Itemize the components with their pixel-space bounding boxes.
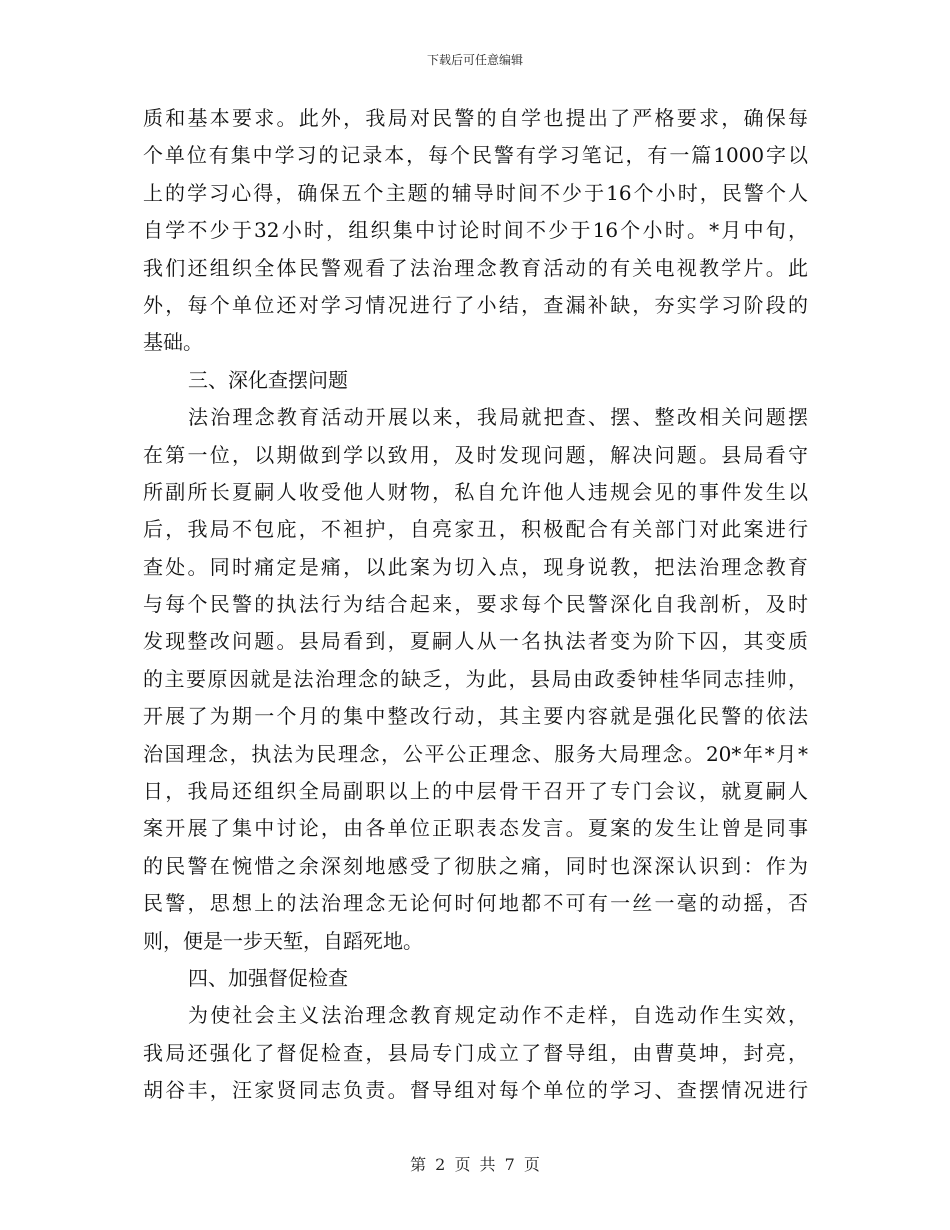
- body-text: [143, 100, 808, 1110]
- text-line: 开展了为期一个月的集中整改行动，其主要内容就是强化民警的依法: [143, 704, 808, 729]
- text-line: 自学不少于32小时，组织集中讨论时间不少于16个小时。*月中旬，: [143, 218, 808, 243]
- section-heading: 三、深化查摆问题: [188, 367, 348, 392]
- text-line: 案开展了集中讨论，由各单位正职表态发言。夏案的发生让曾是同事: [143, 816, 808, 841]
- text-line: 的民警在惋惜之余深刻地感受了彻肤之痛，同时也深深认识到：作为: [143, 853, 808, 878]
- text-line: 后，我局不包庇，不袒护，自亮家丑，积极配合有关部门对此案进行: [143, 517, 808, 542]
- text-line: 个单位有集中学习的记录本，每个民警有学习笔记，有一篇1000字以: [143, 143, 808, 168]
- page-header: 下载后可任意编辑: [426, 53, 523, 67]
- page-number: 第 2 页 共 7 页: [410, 1155, 540, 1174]
- text-line: 为使社会主义法治理念教育规定动作不走样，自选动作生实效，: [188, 1003, 808, 1028]
- text-line: 外，每个单位还对学习情况进行了小结，查漏补缺，夯实学习阶段的: [143, 292, 808, 317]
- text-line: 在第一位，以期做到学以致用，及时发现问题，解决问题。县局看守: [143, 442, 808, 467]
- text-line: 发现整改问题。县局看到，夏嗣人从一名执法者变为阶下囚，其变质: [143, 629, 808, 654]
- text-line: 胡谷丰，汪家贤同志负责。督导组对每个单位的学习、查摆情况进行: [143, 1078, 808, 1103]
- text-line: 质和基本要求。此外，我局对民警的自学也提出了严格要求，确保每: [143, 106, 808, 130]
- text-line: 基础。: [143, 330, 203, 355]
- text-line: 法治理念教育活动开展以来，我局就把查、摆、整改相关问题摆: [188, 405, 808, 430]
- text-line: 日，我局还组织全局副职以上的中层骨干召开了专门会议，就夏嗣人: [143, 779, 808, 804]
- text-line: 所副所长夏嗣人收受他人财物，私自允许他人违规会见的事件发生以: [143, 479, 808, 504]
- text-line: 与每个民警的执法行为结合起来，要求每个民警深化自我剖析，及时: [143, 592, 808, 617]
- text-line: 上的学习心得，确保五个主题的辅导时间不少于16个小时，民警个人: [143, 180, 808, 205]
- text-line: 的主要原因就是法治理念的缺乏，为此，县局由政委钟桂华同志挂帅，: [143, 666, 808, 691]
- text-line: 查处。同时痛定是痛，以此案为切入点，现身说教，把法治理念教育: [143, 554, 808, 579]
- text-line: 我们还组织全体民警观看了法治理念教育活动的有关电视教学片。此: [143, 255, 808, 280]
- text-line: 民警，思想上的法治理念无论何时何地都不可有一丝一毫的动摇，否: [143, 891, 808, 916]
- text-line: 则，便是一步天堑，自蹈死地。: [143, 928, 423, 953]
- text-line: 治国理念，执法为民理念，公平公正理念、服务大局理念。20*年*月*: [143, 741, 808, 766]
- text-line: 我局还强化了督促检查，县局专门成立了督导组，由曹莫坤，封亮，: [143, 1040, 808, 1065]
- section-heading: 四、加强督促检查: [188, 965, 348, 990]
